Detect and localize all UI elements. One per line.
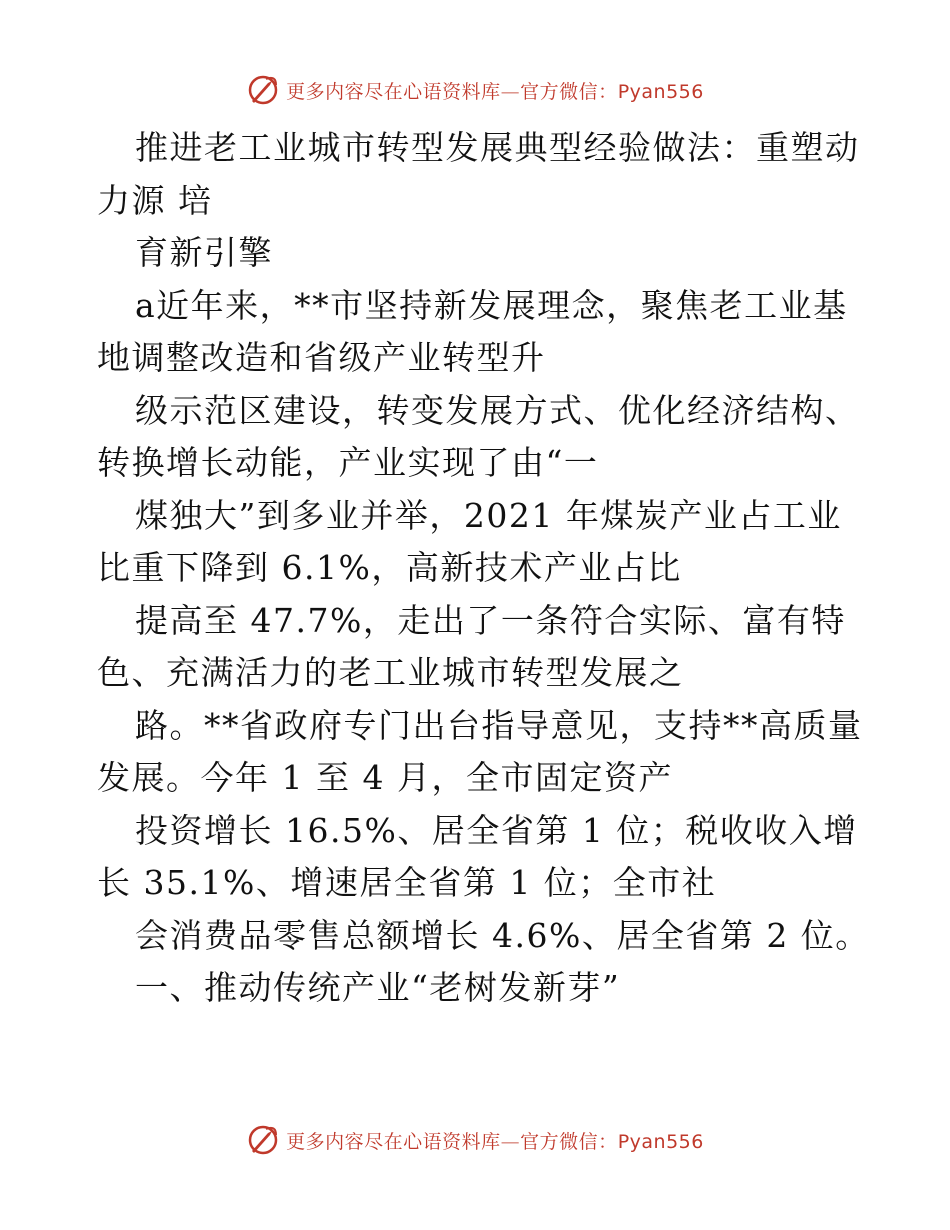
document-line: a近年来，**市坚持新发展理念，聚焦老工业基: [135, 285, 848, 325]
watermark-dash: —: [500, 80, 521, 103]
document-line: 会消费品零售总额增长 4.6%、居全省第 2 位。: [135, 915, 870, 955]
document-line: 发展。今年 1 至 4 月，全市固定资产: [97, 758, 673, 797]
section-heading: 一、推动传统产业“老树发新芽”: [135, 968, 621, 1007]
quill-logo-icon: [246, 1123, 280, 1157]
document-line: 色、充满活力的老工业城市转型发展之: [97, 653, 684, 692]
footer-watermark: [0, 1120, 950, 1160]
document-line: 长 35.1%、增速居全省第 1 位；全市社: [97, 863, 717, 902]
document-line: 提高至 47.7%，走出了一条符合实际、富有特: [135, 600, 846, 640]
watermark-wechat-id: Pyan556: [617, 1130, 704, 1153]
watermark-text: [286, 77, 704, 104]
document-line: 力源 培: [97, 180, 213, 220]
watermark-site-text: 更多内容尽在心语资料库: [286, 80, 501, 103]
document-line: 煤独大”到多业并举，2021 年煤炭产业占工业: [135, 495, 842, 535]
quill-logo-icon: [246, 73, 280, 107]
watermark-text: [286, 1127, 704, 1154]
watermark-site-text: 更多内容尽在心语资料库: [286, 1130, 501, 1153]
watermark-wechat-label: 官方微信：: [520, 80, 618, 103]
document-line: 地调整改造和省级产业转型升: [97, 338, 546, 377]
document-line: 推进老工业城市转型发展典型经验做法：重塑动: [135, 128, 860, 167]
document-body: [97, 122, 870, 1015]
document-line: 转换增长动能，产业实现了由“一: [97, 443, 599, 482]
watermark-dash: —: [500, 1130, 521, 1153]
document-line: 路。**省政府专门出台指导意见，支持**高质量: [135, 705, 863, 745]
document-line: 比重下降到 6.1%，高新技术产业占比: [97, 548, 682, 587]
watermark-wechat-label: 官方微信：: [520, 1130, 618, 1153]
header-watermark: [0, 70, 950, 110]
watermark-wechat-id: Pyan556: [617, 80, 704, 103]
document-line: 投资增长 16.5%、居全省第 1 位；税收收入增: [135, 810, 858, 850]
document-line: 育新引擎: [135, 233, 273, 272]
document-line: 级示范区建设，转变发展方式、优化经济结构、: [135, 390, 860, 430]
